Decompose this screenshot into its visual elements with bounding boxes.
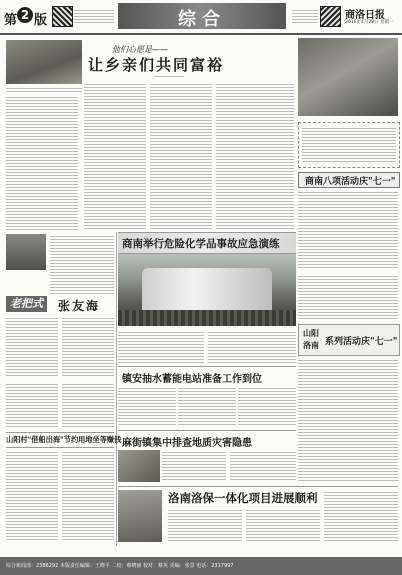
logistics-photo	[118, 490, 162, 542]
village-body-1	[6, 382, 58, 428]
logistics-body-2	[246, 508, 320, 542]
profile-name: 张友海	[58, 299, 101, 313]
campaign-1-tail	[298, 274, 398, 320]
village-story-1	[6, 450, 58, 542]
campaign-2-region: 山阳 洛南	[303, 328, 319, 350]
footer-bar	[0, 557, 402, 575]
logistics-body-1	[168, 508, 242, 542]
village-title-bar	[6, 432, 122, 448]
campaign-1-title: 商南八项活动庆"七一"	[305, 177, 396, 187]
campaign-2-title: 系列活动庆"七一"	[325, 337, 398, 347]
campaign-1-block	[298, 172, 398, 270]
masthead	[0, 0, 402, 34]
drill-headline-bar	[118, 232, 296, 254]
left-column	[4, 232, 122, 546]
inspection-photo	[118, 450, 160, 482]
drill-body-1	[118, 330, 204, 364]
masthead-rule	[0, 33, 402, 35]
section-banner	[118, 3, 286, 29]
campaign-2-body	[298, 358, 398, 482]
qr-code-right	[320, 6, 341, 27]
profile-body-1	[6, 316, 58, 376]
inspection-headline: 麻街镇集中排查地质灾害隐患	[122, 438, 252, 449]
profile-body-2	[62, 316, 114, 376]
drill-body-2	[208, 330, 296, 364]
top-article-kicker: 他们心愿是——	[112, 45, 168, 54]
paper-name: 商洛日报	[345, 10, 385, 21]
page-number: 2	[17, 7, 33, 23]
top-article-photo-1	[6, 40, 82, 84]
drill-photo	[118, 254, 296, 326]
inspection-body-1	[162, 450, 226, 482]
drill-headline: 商南举行危险化学品事故应急演练	[122, 238, 280, 250]
profile-title-bar	[6, 296, 114, 312]
village-title: 山阳村"借船出海"节约用地坐等赚钱	[6, 435, 122, 444]
top-article-body-4	[216, 82, 294, 230]
top-article-body-2	[84, 82, 146, 230]
top-article-byline	[154, 74, 184, 77]
inspection-body-2	[230, 450, 296, 482]
masthead-note-right	[292, 8, 318, 24]
page-prefix: 第	[4, 13, 18, 28]
campaign-1-body	[298, 190, 398, 270]
top-right-photo	[298, 38, 398, 116]
water-body-1	[118, 386, 176, 426]
drill-photo-tank	[142, 268, 272, 312]
top-article-title: 让乡亲们共同富裕	[88, 56, 225, 74]
editor-note-box	[298, 122, 400, 168]
water-headline: 镇安抽水蓄能电站准备工作到位	[122, 374, 262, 385]
inspection-rule	[118, 430, 296, 431]
top-article	[4, 38, 296, 232]
page-number-badge	[4, 4, 48, 28]
drill-photo-crowd	[118, 310, 296, 326]
page-suffix: 版	[34, 13, 48, 28]
top-article-photo-caption	[6, 86, 82, 92]
top-article-body-1	[6, 95, 78, 230]
water-rule	[118, 366, 296, 367]
village-story-2	[62, 450, 114, 542]
village-body-2	[62, 382, 114, 428]
masthead-note-left	[74, 8, 114, 24]
campaign-1-title-box	[298, 172, 400, 188]
profile-intro-text	[50, 234, 114, 294]
editor-note-text	[302, 126, 396, 164]
water-body-2	[178, 386, 236, 426]
qr-code-left	[52, 6, 73, 27]
profile-tag: 老把式	[6, 296, 47, 312]
water-body-3	[238, 386, 296, 426]
logistics-body-3	[324, 490, 398, 542]
campaign-2-title-box	[298, 324, 400, 356]
profile-portrait-photo	[6, 234, 46, 270]
date-line: 2016年4月28日 星期一	[345, 20, 394, 25]
logistics-headline: 洛南洛保一体化项目进展顺利	[168, 491, 318, 505]
top-article-body-3	[150, 82, 212, 230]
logistics-rule	[118, 486, 398, 487]
section-title: 综合	[178, 9, 226, 30]
footer-text: 综合新闻部：2386292 本版责任编辑：王晓平 二校：蔡晓丽 校对：蔡英 美编：张景 电话：2317997	[6, 563, 234, 569]
